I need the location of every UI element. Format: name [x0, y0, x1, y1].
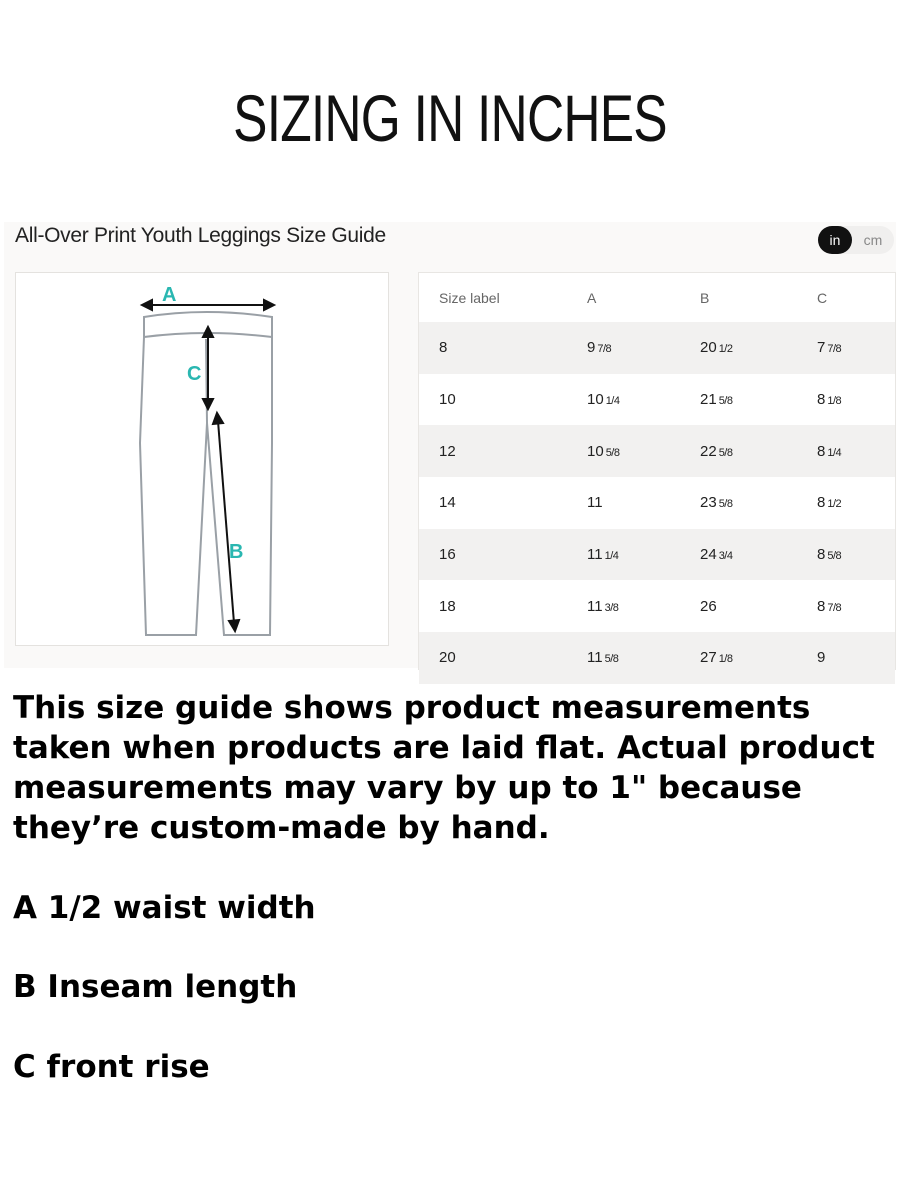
measure-fraction: 3/4: [718, 550, 733, 563]
column-header: Size label: [439, 289, 500, 306]
measure-whole: 10: [587, 391, 604, 409]
leggings-diagram: [15, 272, 389, 646]
measure-c-cell: [816, 580, 895, 632]
measure-b-cell: [699, 580, 816, 632]
size-label-cell: 16: [439, 546, 456, 564]
label-a: A: [162, 284, 177, 306]
measure-b-cell: [699, 477, 816, 529]
size-guide-heading: All-Over Print Youth Leggings Size Guide: [15, 224, 386, 247]
measure-whole: 8: [817, 546, 826, 564]
measure-c-cell: [816, 632, 895, 684]
measure-b-cell: [699, 322, 816, 374]
unit-inches-button[interactable]: in: [818, 226, 852, 254]
measure-whole: 8: [817, 391, 826, 409]
size-table: [419, 273, 895, 684]
measure-a-cell: [586, 477, 699, 529]
measure-a-cell: [586, 632, 699, 684]
b-measure-arrow: [213, 413, 239, 631]
table-row: [419, 632, 895, 684]
measure-whole: 27: [700, 649, 717, 667]
measure-whole: 23: [700, 494, 717, 512]
measure-whole: 8: [817, 494, 826, 512]
measure-b-cell: [699, 529, 816, 581]
measure-whole: 11: [587, 649, 603, 667]
measure-whole: 9: [817, 649, 826, 667]
size-label-cell: 14: [439, 494, 456, 512]
measure-whole: 24: [700, 546, 717, 564]
table-row: [419, 322, 895, 374]
measure-c-cell: [816, 529, 895, 581]
measure-fraction: 5/8: [827, 550, 842, 563]
measure-c-cell: [816, 322, 895, 374]
measure-a-cell: [586, 529, 699, 581]
measure-fraction: 5/8: [718, 395, 733, 408]
measure-fraction: 1/8: [718, 653, 733, 666]
measure-a-cell: [586, 322, 699, 374]
table-row: [419, 477, 895, 529]
measure-fraction: 1/4: [827, 446, 842, 459]
measure-whole: 9: [587, 339, 596, 357]
measure-fraction: 1/4: [604, 550, 619, 563]
measure-whole: 22: [700, 442, 717, 460]
measure-fraction: 1/4: [605, 395, 620, 408]
measure-whole: 11: [587, 494, 603, 512]
leggings-outline: [140, 312, 272, 635]
measure-fraction: 7/8: [827, 601, 842, 614]
table-row: [419, 580, 895, 632]
measure-whole: 10: [587, 442, 604, 460]
measure-whole: 21: [700, 391, 717, 409]
table-header-row: [419, 273, 895, 322]
measure-fraction: 5/8: [604, 653, 619, 666]
measure-whole: 20: [700, 339, 717, 357]
table-row: [419, 425, 895, 477]
measure-fraction: 5/8: [718, 446, 733, 459]
measure-fraction: 1/8: [827, 395, 842, 408]
table-row: [419, 529, 895, 581]
measure-whole: 8: [817, 442, 826, 460]
measure-fraction: 7/8: [827, 343, 842, 356]
measure-whole: 8: [817, 597, 826, 615]
legend-item-c: C front rise: [13, 1049, 210, 1085]
measure-whole: 11: [587, 597, 603, 615]
measure-whole: 26: [700, 597, 717, 615]
measure-c-cell: [816, 374, 895, 426]
size-label-cell: 18: [439, 597, 456, 615]
measure-a-cell: [586, 580, 699, 632]
measure-fraction: 7/8: [597, 343, 612, 356]
column-header: A: [587, 289, 597, 306]
page-title: SIZING IN INCHES: [233, 81, 667, 155]
column-header: B: [700, 289, 710, 306]
unit-toggle[interactable]: [818, 226, 894, 254]
unit-cm-button[interactable]: cm: [863, 232, 883, 248]
size-label-cell: 10: [439, 391, 456, 409]
measure-fraction: 1/2: [718, 343, 733, 356]
size-label-cell: 20: [439, 649, 456, 667]
size-table-body: [419, 322, 895, 684]
table-row: [419, 374, 895, 426]
measure-c-cell: [816, 477, 895, 529]
measure-a-cell: [586, 425, 699, 477]
size-guide-panel: [4, 222, 896, 668]
legend-item-b: B Inseam length: [13, 969, 298, 1005]
measure-c-cell: [816, 425, 895, 477]
column-header: C: [817, 289, 828, 306]
label-c: C: [187, 363, 202, 385]
measure-b-cell: [699, 632, 816, 684]
c-measure-arrow: [203, 327, 213, 409]
leggings-illustration: [16, 273, 388, 645]
size-label-cell: 8: [439, 339, 448, 357]
measure-b-cell: [699, 374, 816, 426]
measure-fraction: 5/8: [718, 498, 733, 511]
legend-item-a: A 1/2 waist width: [13, 890, 316, 926]
measure-a-cell: [586, 374, 699, 426]
measure-whole: 11: [587, 546, 603, 564]
measure-fraction: 3/8: [604, 601, 619, 614]
size-label-cell: 12: [439, 442, 456, 460]
size-table-container: [418, 272, 896, 670]
measure-whole: 7: [817, 339, 826, 357]
measure-fraction: 5/8: [605, 446, 620, 459]
measure-fraction: 1/2: [827, 498, 842, 511]
label-b: B: [229, 541, 244, 563]
measurement-note-text: This size guide shows product measurements taken when products are laid flat. Actual product measurements may vary by up to 1" because they’re custom-made by hand.: [13, 690, 875, 846]
measure-b-cell: [699, 425, 816, 477]
measurement-note: [13, 688, 883, 848]
